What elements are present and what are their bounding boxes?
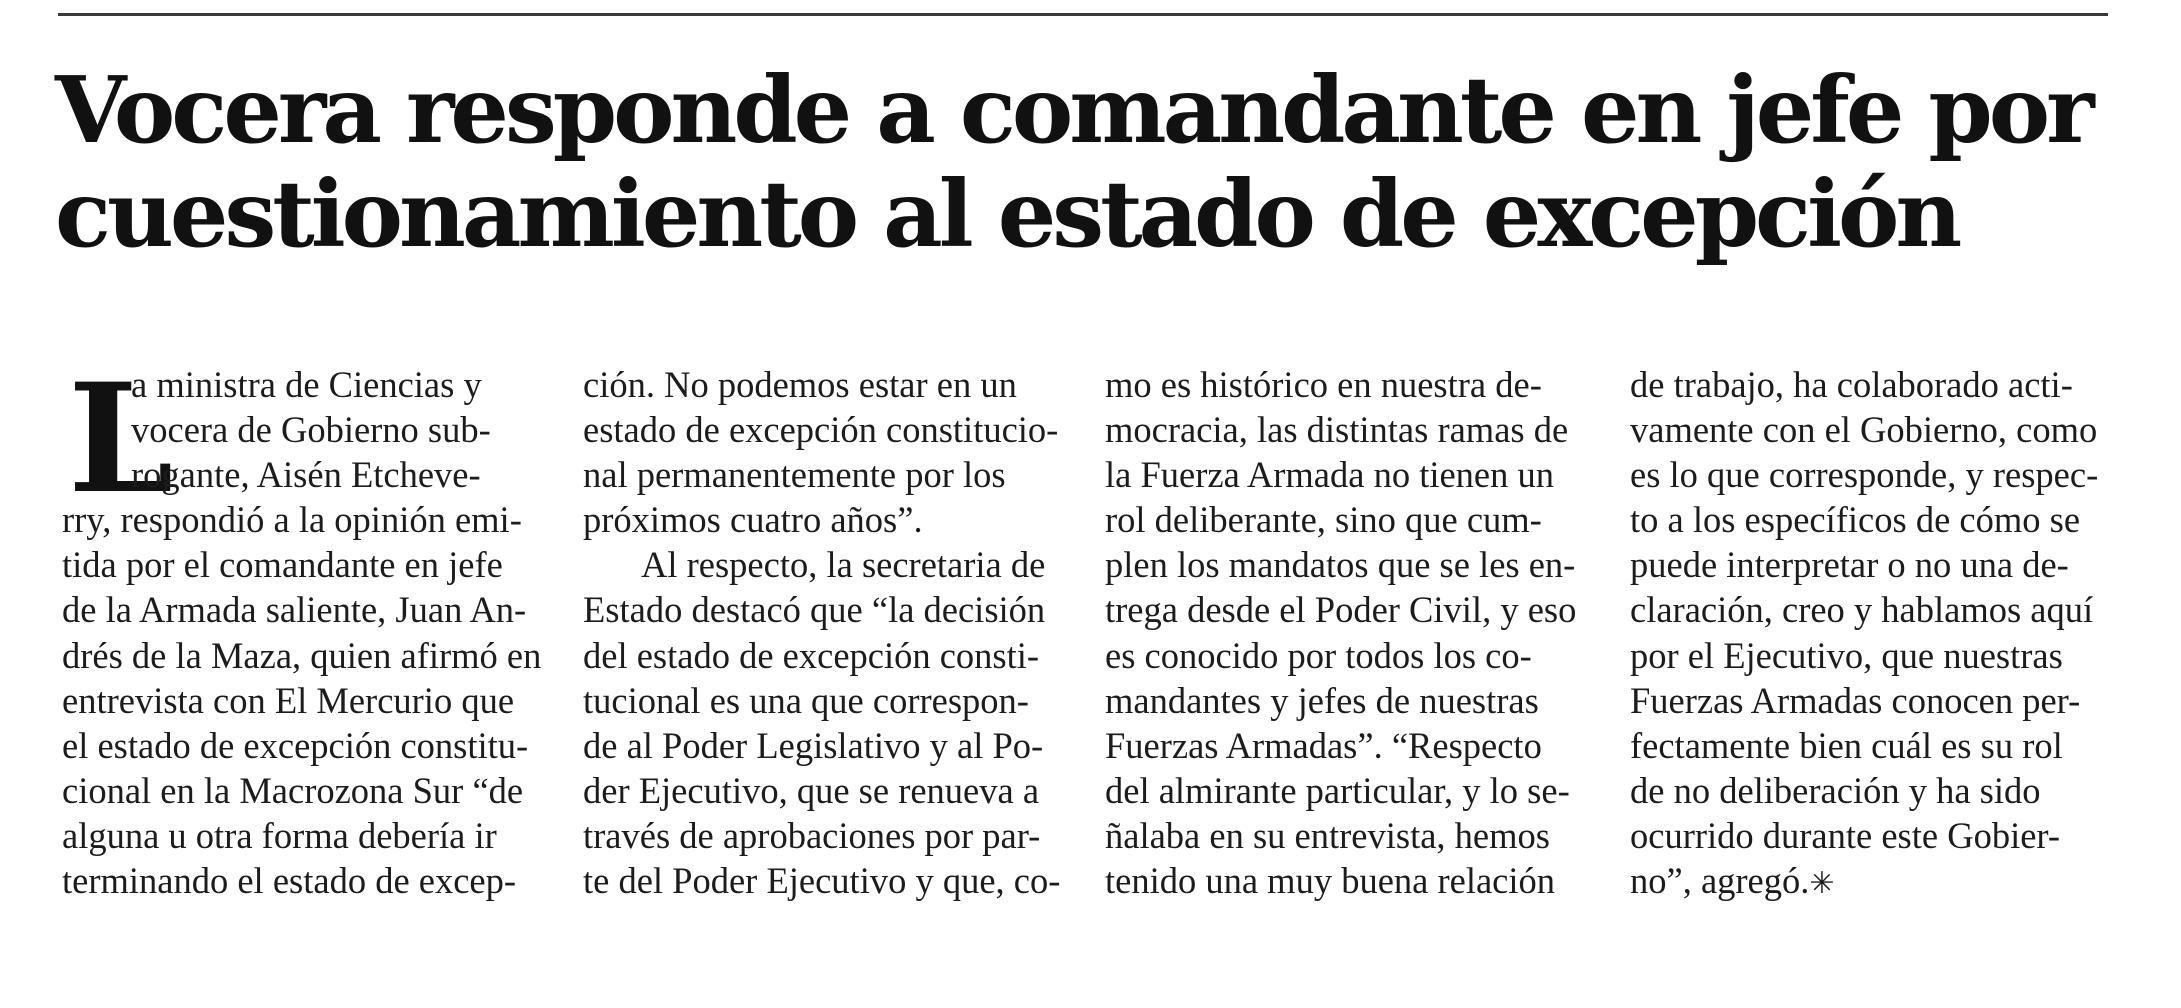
text-line: entrevista con El Mercurio que	[62, 679, 515, 721]
top-rule	[58, 13, 2108, 16]
text-line: ocurrido durante este Gobier-	[1630, 814, 2060, 856]
text-line: vamente con el Gobierno, como	[1630, 409, 2098, 451]
drop-cap: L	[68, 351, 174, 527]
text-line: es conocido por todos los co-	[1105, 634, 1532, 676]
text-line-content: no”, agregó.	[1630, 860, 1810, 902]
article-column-2	[583, 362, 1067, 903]
text-line: plen los mandatos que se les en-	[1105, 544, 1576, 586]
text-line: rol deliberante, sino que cum-	[1105, 499, 1542, 541]
text-line: vocera de Gobierno sub-	[131, 409, 491, 451]
article-column-4	[1630, 362, 2114, 906]
text-line: ñalaba en su entrevista, hemos	[1105, 814, 1550, 856]
text-line	[1630, 858, 2114, 906]
text-line: fectamente bien cuál es su rol	[1630, 724, 2063, 766]
text-line: de no deliberación y ha sido	[1630, 769, 2041, 811]
text-line: alguna u otra forma debería ir	[62, 814, 497, 856]
text-line: Estado destacó que “la decisión	[583, 589, 1046, 631]
text-line: puede interpretar o no una de-	[1630, 544, 2069, 586]
text-line: Al respecto, la secretaria de	[641, 544, 1046, 586]
text-line: del almirante particular, y lo se-	[1105, 769, 1570, 811]
text-line: cional en la Macrozona Sur “de	[62, 769, 524, 811]
text-line: der Ejecutivo, que se renueva a	[583, 769, 1040, 811]
text-line: mo es histórico en nuestra de-	[1105, 364, 1542, 405]
text-line: estado de excepción constitucio-	[583, 409, 1059, 451]
article-column-3	[1105, 362, 1589, 903]
headline-line: Vocera responde a comandante en jefe por	[55, 56, 2091, 164]
text-line: de al Poder Legislativo y al Po-	[583, 724, 1044, 766]
text-line: rry, respondió a la opinión emi-	[62, 499, 522, 541]
text-line: mocracia, las distintas ramas de	[1105, 409, 1569, 451]
text-line: rogante, Aisén Etcheve-	[131, 454, 481, 496]
text-line: mandantes y jefes de nuestras	[1105, 679, 1539, 721]
text-line: nal permanentemente por los	[583, 454, 1006, 496]
text-line: te del Poder Ejecutivo y que, co-	[583, 860, 1061, 902]
text-line: to a los específicos de cómo se	[1630, 499, 2081, 541]
text-line: próximos cuatro años”.	[583, 499, 923, 541]
end-of-article-icon: ✳	[1809, 866, 1831, 902]
headline	[55, 58, 2135, 266]
text-line: es lo que corresponde, y respec-	[1630, 454, 2099, 496]
text-line: por el Ejecutivo, que nuestras	[1630, 634, 2063, 676]
text-line: tida por el comandante en jefe	[62, 544, 503, 586]
article-column-1	[131, 362, 551, 497]
text-line: trega desde el Poder Civil, y eso	[1105, 589, 1577, 631]
text-line: la Fuerza Armada no tienen un	[1105, 454, 1554, 496]
text-line: de trabajo, ha colaborado acti-	[1630, 364, 2073, 405]
article-column-1-continued	[62, 497, 546, 903]
text-line: del estado de excepción consti-	[583, 634, 1040, 676]
text-line: tenido una muy buena relación	[1105, 860, 1556, 902]
text-line: el estado de excepción constitu-	[62, 724, 529, 766]
headline-line: cuestionamiento al estado de excepción	[55, 160, 1959, 268]
text-line: de la Armada saliente, Juan An-	[62, 589, 527, 631]
text-line: ción. No podemos estar en un	[583, 364, 1017, 405]
text-line: terminando el estado de excep-	[62, 860, 517, 902]
text-line: claración, creo y hablamos aquí	[1630, 589, 2094, 631]
text-line: Fuerzas Armadas”. “Respecto	[1105, 724, 1542, 766]
text-line: drés de la Maza, quien afirmó en	[62, 634, 542, 676]
text-line: través de aprobaciones por par-	[583, 814, 1041, 856]
text-line: Fuerzas Armadas conocen per-	[1630, 679, 2081, 721]
text-line: tucional es una que correspon-	[583, 679, 1029, 721]
text-line: a ministra de Ciencias y	[131, 364, 482, 405]
